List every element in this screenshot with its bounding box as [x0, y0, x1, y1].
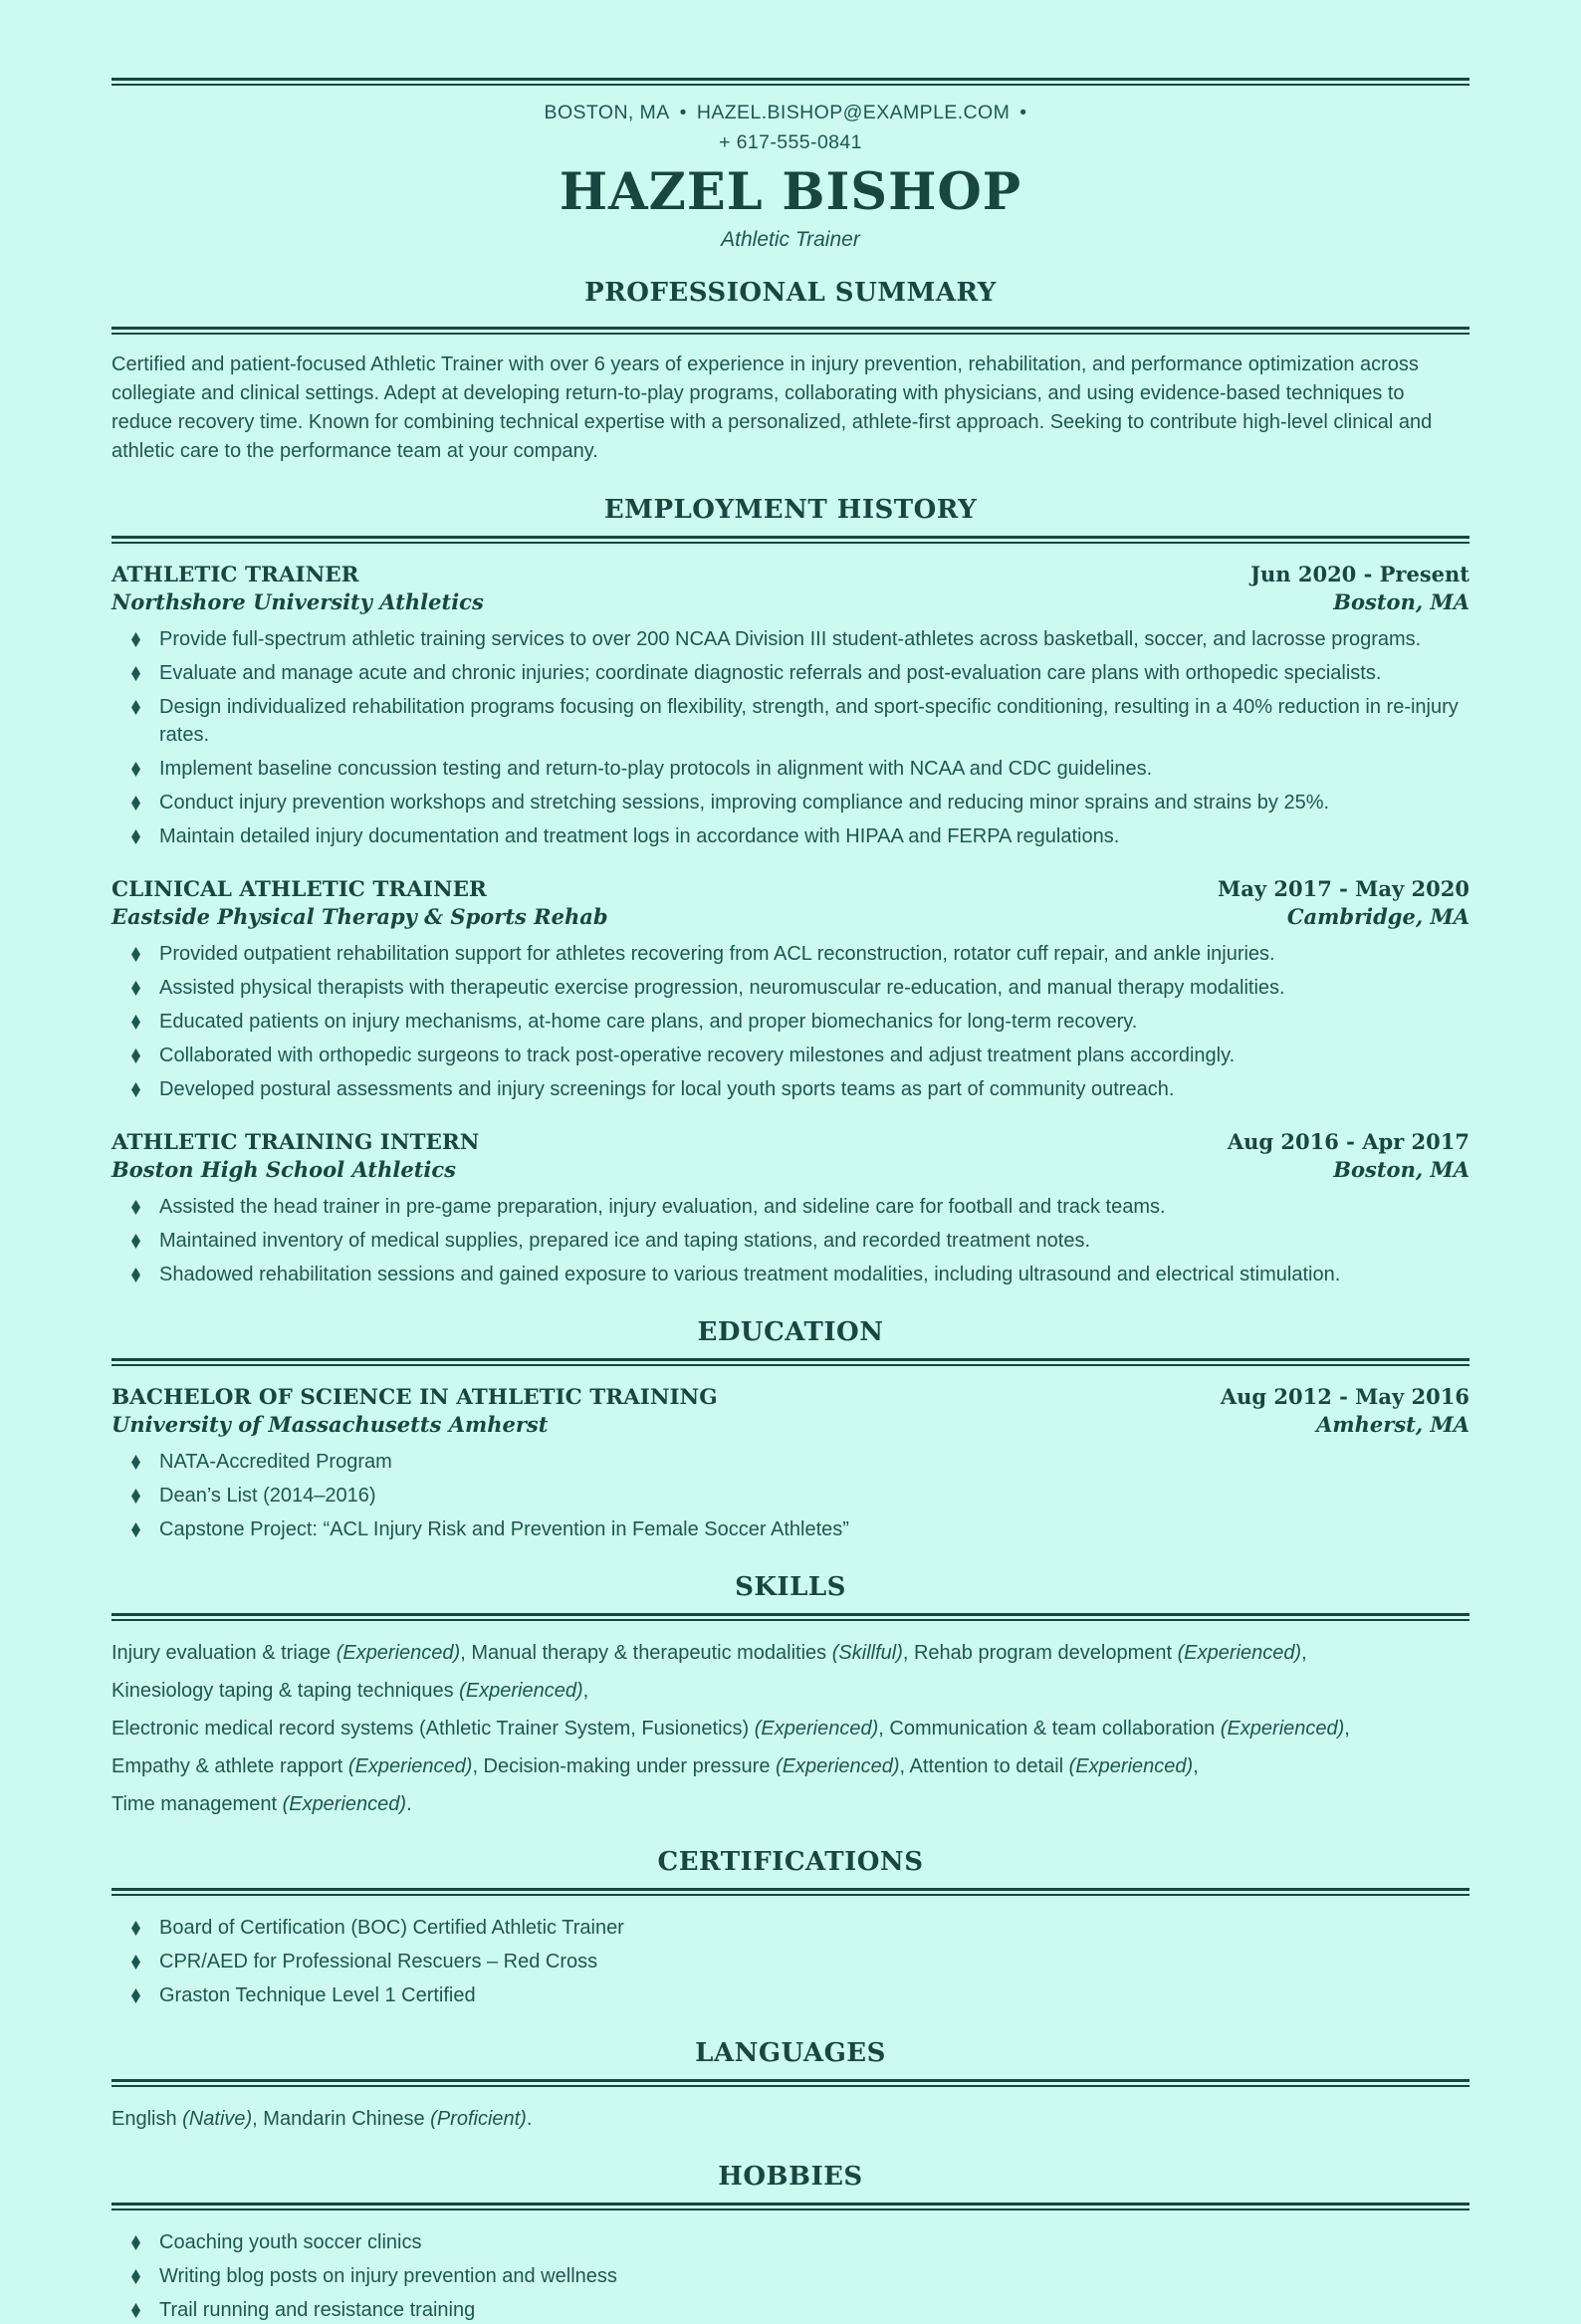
- bullet-item: NATA-Accredited Program: [112, 1448, 1469, 1476]
- job-title: CLINICAL ATHLETIC TRAINER: [112, 877, 487, 902]
- languages-block: [112, 2105, 1469, 2133]
- job-company: Northshore University Athletics: [112, 589, 484, 614]
- languages-line: English (Native), Mandarin Chinese (Proficient).: [112, 2108, 533, 2130]
- contact-separator-dot: •: [1019, 102, 1027, 123]
- job-title: ATHLETIC TRAINER: [112, 563, 359, 587]
- education-subheader-row: [112, 1411, 1469, 1438]
- section-divider: [112, 2079, 1469, 2087]
- job-location: Boston, MA: [1333, 589, 1469, 614]
- bullet-item: Dean’s List (2014–2016): [112, 1482, 1469, 1510]
- certifications-bullet-list: [112, 1914, 1469, 2009]
- bullet-item: Provide full-spectrum athletic training services to over 200 NCAA Division III student-athletes across basketball, soccer, and lacrosse programs.: [112, 625, 1469, 653]
- bullet-item: Shadowed rehabilitation sessions and gained exposure to various treatment modalities, including ultrasound and electrical stimulation.: [112, 1261, 1469, 1288]
- bullet-item: Assisted physical therapists with therapeutic exercise progression, neuromuscular re-education, and manual therapy modalities.: [112, 974, 1469, 1002]
- bullet-item: Provided outpatient rehabilitation support for athletes recovering from ACL reconstruction, rotator cuff repair, and ankle injuries.: [112, 940, 1469, 968]
- resume-header: [112, 98, 1469, 253]
- section-heading-employment: EMPLOYMENT HISTORY: [603, 495, 978, 525]
- job-entry-athletic-trainer: [112, 562, 1469, 850]
- section-divider: [112, 327, 1469, 335]
- contact-phone: + 617-555-0841: [719, 131, 862, 153]
- resume-content: [0, 78, 1581, 2324]
- job-company: Boston High School Athletics: [112, 1157, 456, 1182]
- job-dates: May 2017 - May 2020: [1218, 876, 1469, 901]
- education-location: Amherst, MA: [1316, 1412, 1469, 1437]
- skills-line: Injury evaluation & triage (Experienced), Manual therapy & therapeutic modalities (Skillful), Rehab program development (Experienced),: [112, 1642, 1307, 1664]
- contact-line-2: [112, 127, 1469, 157]
- candidate-name: HAZEL BISHOP: [559, 162, 1022, 222]
- bullet-item: Maintained inventory of medical supplies, prepared ice and taping stations, and recorded treatment notes.: [112, 1227, 1469, 1255]
- contact-line-1: [112, 98, 1469, 127]
- section-heading-summary: PROFESSIONAL SUMMARY: [584, 278, 997, 308]
- job-header-row: [112, 562, 1469, 588]
- bullet-item: Graston Technique Level 1 Certified: [112, 1981, 1469, 2009]
- bullet-item: Maintain detailed injury documentation and treatment logs in accordance with HIPAA and FERPA regulations.: [112, 822, 1469, 850]
- job-subheader-row: [112, 903, 1469, 930]
- bullet-item: Evaluate and manage acute and chronic injuries; coordinate diagnostic referrals and post-evaluation care plans with orthopedic specialists.: [112, 659, 1469, 687]
- bullet-item: Conduct injury prevention workshops and stretching sessions, improving compliance and reducing minor sprains and strains by 25%.: [112, 789, 1469, 816]
- bullet-item: Trail running and resistance training: [112, 2296, 1469, 2324]
- job-entry-clinical-athletic-trainer: [112, 876, 1469, 1103]
- job-dates: Jun 2020 - Present: [1250, 562, 1469, 586]
- job-title: ATHLETIC TRAINING INTERN: [112, 1130, 480, 1155]
- section-heading-languages: LANGUAGES: [695, 2038, 886, 2068]
- candidate-job-title: Athletic Trainer: [721, 228, 860, 251]
- bullet-item: Capstone Project: “ACL Injury Risk and Prevention in Female Soccer Athletes”: [112, 1515, 1469, 1543]
- bullet-item: Coaching youth soccer clinics: [112, 2228, 1469, 2256]
- bullet-item: Developed postural assessments and injury screenings for local youth sports teams as part of community outreach.: [112, 1075, 1469, 1103]
- education-header-row: [112, 1384, 1469, 1411]
- summary-paragraph: Certified and patient-focused Athletic Trainer with over 6 years of experience in injury prevention, rehabilitation, and performance optimization across collegiate and clinical settings. Adept at developing return-to-play programs, collaborating with physicians, and using evidence-based techniques to reduce recovery time. Known for combining technical expertise with a personalized, athlete-first approach. Seeking to contribute high-level clinical and athletic care to the performance team at your company.: [112, 353, 1433, 462]
- section-heading-education: EDUCATION: [697, 1317, 884, 1347]
- skills-line: Electronic medical record systems (Athletic Trainer System, Fusionetics) (Experienced), Communication & team collaboration (Experienced),: [112, 1718, 1350, 1740]
- skills-line: Empathy & athlete rapport (Experienced), Decision-making under pressure (Experienced), Attention to detail (Experienced),: [112, 1755, 1199, 1777]
- bullet-item: Writing blog posts on injury prevention and wellness: [112, 2262, 1469, 2290]
- bullet-item: Educated patients on injury mechanisms, at-home care plans, and proper biomechanics for long-term recovery.: [112, 1008, 1469, 1036]
- job-subheader-row: [112, 588, 1469, 615]
- job-company: Eastside Physical Therapy & Sports Rehab: [112, 904, 608, 929]
- section-divider: [112, 1358, 1469, 1366]
- section-divider: [112, 2203, 1469, 2210]
- top-divider: [112, 78, 1469, 86]
- skills-line: Kinesiology taping & taping techniques (Experienced),: [112, 1680, 589, 1702]
- job-bullet-list: [112, 1193, 1469, 1288]
- job-header-row: [112, 1129, 1469, 1156]
- education-entry: [112, 1384, 1469, 1543]
- section-divider: [112, 1613, 1469, 1621]
- resume-page: [0, 78, 1581, 2321]
- job-bullet-list: [112, 940, 1469, 1103]
- contact-email: HAZEL.BISHOP@EXAMPLE.COM: [696, 102, 1011, 123]
- education-degree: BACHELOR OF SCIENCE IN ATHLETIC TRAINING: [112, 1385, 718, 1410]
- job-subheader-row: [112, 1156, 1469, 1183]
- bullet-item: Design individualized rehabilitation programs focusing on flexibility, strength, and sport-specific conditioning, resulting in a 40% reduction in re-injury rates.: [112, 693, 1469, 749]
- bullet-item: Board of Certification (BOC) Certified Athletic Trainer: [112, 1914, 1469, 1942]
- job-location: Cambridge, MA: [1286, 904, 1469, 929]
- job-bullet-list: [112, 625, 1469, 850]
- contact-location: BOSTON, MA: [544, 102, 670, 123]
- bullet-item: Assisted the head trainer in pre-game preparation, injury evaluation, and sideline care for football and track teams.: [112, 1193, 1469, 1221]
- skills-block: [112, 1639, 1469, 1818]
- job-entry-athletic-training-intern: [112, 1129, 1469, 1288]
- bullet-item: Implement baseline concussion testing and return-to-play protocols in alignment with NCAA and CDC guidelines.: [112, 755, 1469, 783]
- job-header-row: [112, 876, 1469, 903]
- education-dates: Aug 2012 - May 2016: [1220, 1384, 1469, 1409]
- section-divider: [112, 536, 1469, 544]
- skills-line: Time management (Experienced).: [112, 1793, 412, 1815]
- section-heading-hobbies: HOBBIES: [718, 2162, 863, 2192]
- section-heading-skills: SKILLS: [735, 1572, 846, 1602]
- job-location: Boston, MA: [1333, 1157, 1469, 1182]
- education-school: University of Massachusetts Amherst: [112, 1412, 549, 1437]
- bullet-item: CPR/AED for Professional Rescuers – Red Cross: [112, 1948, 1469, 1975]
- section-heading-certifications: CERTIFICATIONS: [657, 1847, 924, 1877]
- education-bullet-list: [112, 1448, 1469, 1543]
- job-dates: Aug 2016 - Apr 2017: [1227, 1129, 1469, 1154]
- hobbies-bullet-list: [112, 2228, 1469, 2324]
- section-divider: [112, 1888, 1469, 1896]
- bullet-item: Collaborated with orthopedic surgeons to track post-operative recovery milestones and adjust treatment plans accordingly.: [112, 1042, 1469, 1069]
- contact-separator-dot: •: [679, 102, 687, 123]
